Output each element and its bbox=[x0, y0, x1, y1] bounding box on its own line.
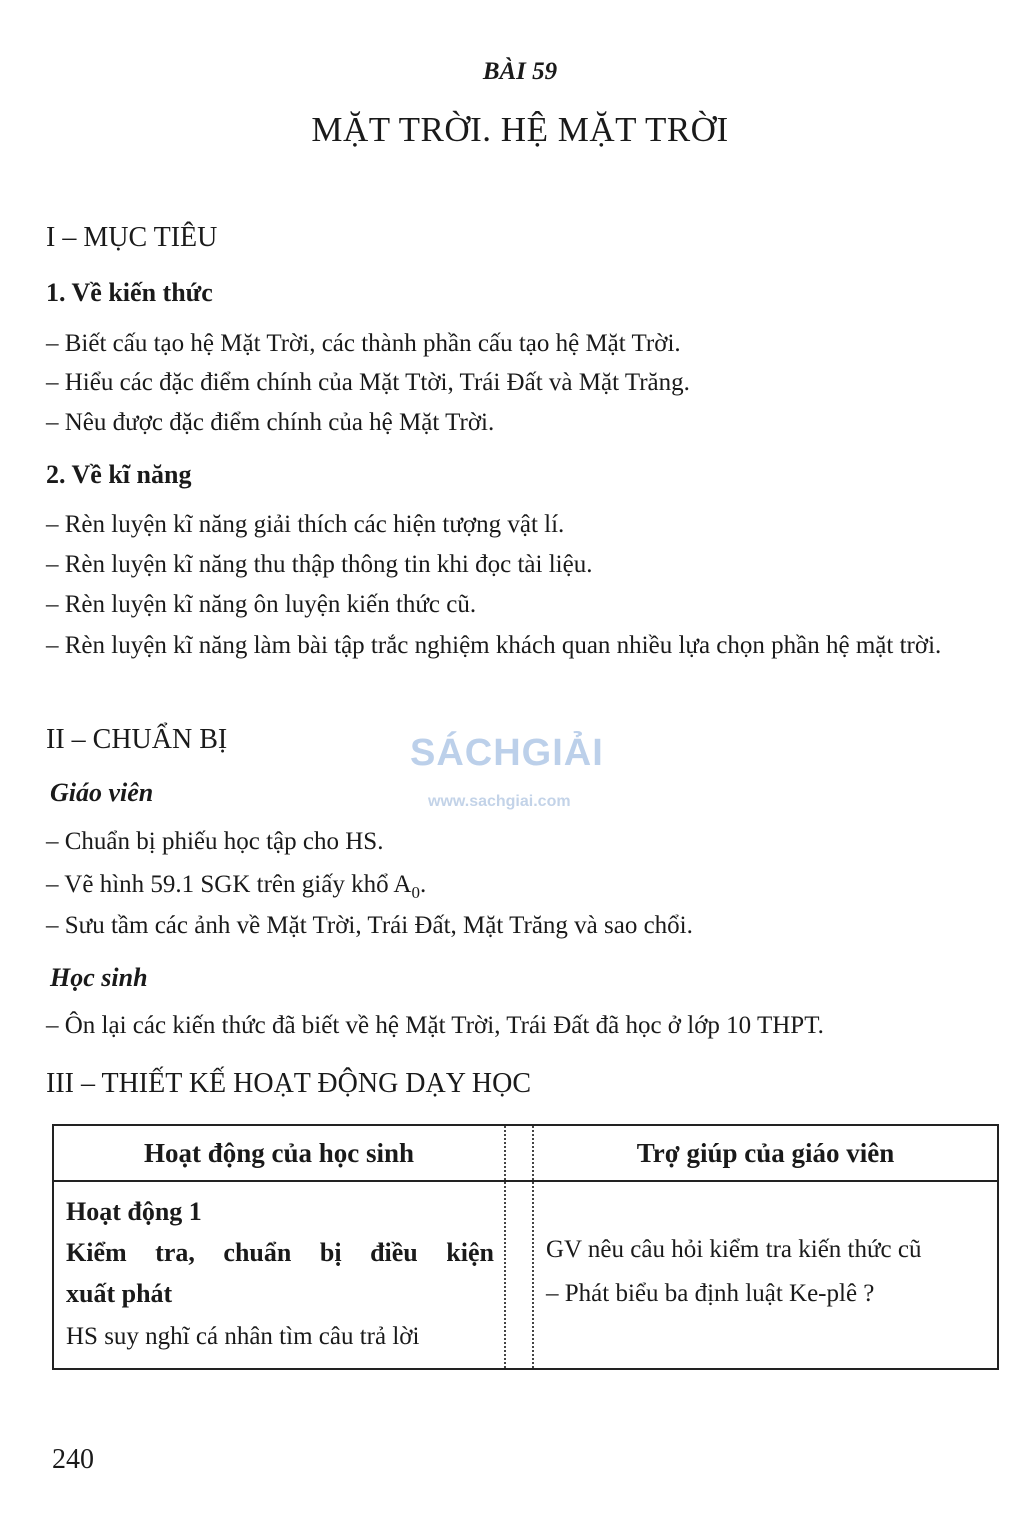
paper-subscript: 0 bbox=[411, 883, 420, 902]
section-preparation-heading: II – CHUẨN BỊ bbox=[46, 724, 228, 755]
knowledge-item: – Biết cấu tạo hệ Mặt Trời, các thành phần cấu tạo hệ Mặt Trời. bbox=[46, 330, 681, 357]
activity-subtitle: Kiểm tra, chuẩn bị điều kiện bbox=[66, 1238, 494, 1267]
student-item: – Ôn lại các kiến thức đã biết về hệ Mặt Trời, Trái Đất đã học ở lớp 10 THPT. bbox=[46, 1012, 824, 1039]
student-text: HS suy nghĩ cá nhân tìm câu trả lời bbox=[66, 1323, 420, 1350]
skills-item: – Rèn luyện kĩ năng thu thập thông tin khi đọc tài liệu. bbox=[46, 551, 593, 578]
section-objectives-heading: I – MỤC TIÊU bbox=[46, 222, 218, 253]
knowledge-item: – Hiểu các đặc điểm chính của Mặt Ttời, Trái Đất và Mặt Trăng. bbox=[46, 369, 690, 396]
skills-item: – Rèn luyện kĩ năng làm bài tập trắc nghiệm khách quan nhiều lựa chọn phần hệ mặt trời. bbox=[46, 632, 942, 659]
activity-subtitle-cont: xuất phát bbox=[66, 1279, 173, 1308]
skills-item: – Rèn luyện kĩ năng giải thích các hiện tượng vật lí. bbox=[46, 511, 565, 538]
watermark-logo bbox=[410, 718, 620, 818]
column-gap bbox=[505, 1181, 533, 1369]
lesson-label: BÀI 59 bbox=[482, 58, 558, 85]
activity-table bbox=[52, 1124, 999, 1370]
knowledge-item: – Nêu được đặc điểm chính của hệ Mặt Trời. bbox=[46, 409, 495, 436]
teacher-help-cell bbox=[533, 1181, 998, 1369]
watermark-url: www.sachgiai.com bbox=[428, 793, 571, 810]
page-number: 240 bbox=[52, 1444, 94, 1475]
paper-suffix: . bbox=[420, 871, 427, 898]
col-student-header: Hoạt động của học sinh bbox=[53, 1125, 505, 1181]
activity-title: Hoạt động 1 bbox=[66, 1197, 202, 1226]
teacher-item-paper bbox=[46, 871, 426, 903]
col-teacher-header: Trợ giúp của giáo viên bbox=[533, 1125, 998, 1181]
teacher-question-detail: – Phát biểu ba định luật Ke-plê ? bbox=[546, 1280, 875, 1307]
student-activity-cell bbox=[53, 1181, 505, 1369]
lesson-title: MẶT TRỜI. HỆ MẶT TRỜI bbox=[311, 110, 729, 149]
teacher-item: – Chuẩn bị phiếu học tập cho HS. bbox=[46, 828, 384, 855]
teacher-item-text: – Vẽ hình 59.1 SGK trên giấy khổ A bbox=[46, 871, 412, 898]
teacher-question: GV nêu câu hỏi kiểm tra kiến thức cũ bbox=[546, 1236, 922, 1263]
student-heading: Học sinh bbox=[50, 963, 148, 992]
section-design-heading: III – THIẾT KẾ HOẠT ĐỘNG DẠY HỌC bbox=[46, 1068, 532, 1099]
watermark-brand: SÁCHGIẢI bbox=[410, 732, 604, 774]
skills-heading: 2. Về kĩ năng bbox=[46, 460, 192, 489]
column-gap bbox=[505, 1125, 533, 1181]
teacher-item: – Sưu tầm các ảnh về Mặt Trời, Trái Đất, Mặt Trăng và sao chổi. bbox=[46, 912, 693, 939]
teacher-heading: Giáo viên bbox=[50, 778, 154, 807]
knowledge-heading: 1. Về kiến thức bbox=[46, 278, 213, 307]
skills-item: – Rèn luyện kĩ năng ôn luyện kiến thức cũ. bbox=[46, 591, 477, 618]
